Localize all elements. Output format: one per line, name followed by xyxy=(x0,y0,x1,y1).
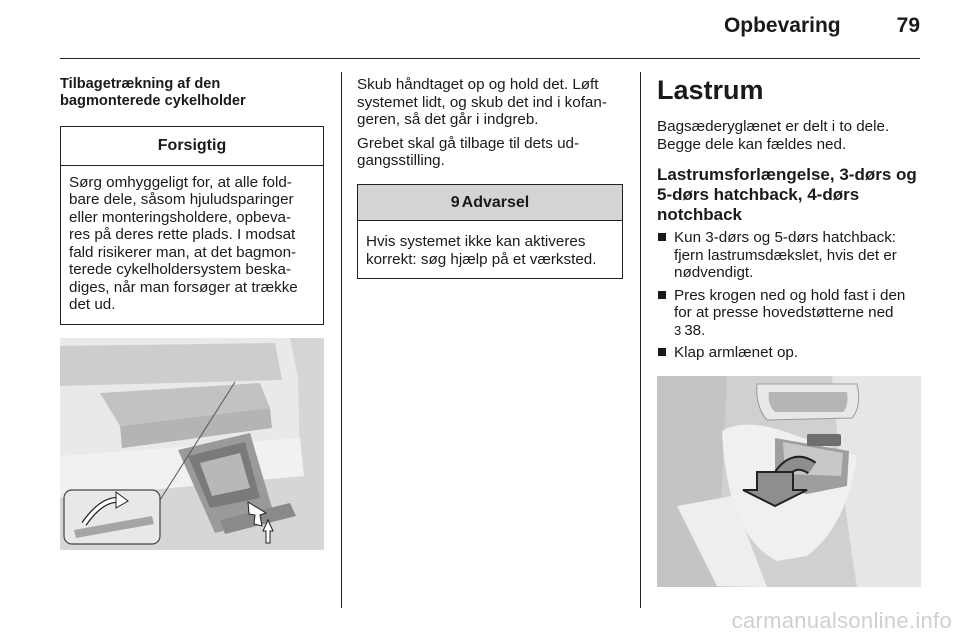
text-line: Begge dele kan fældes ned. xyxy=(657,135,847,153)
instruction-paragraph-2 xyxy=(357,135,623,170)
header-divider xyxy=(60,58,920,59)
text-line: Grebet skal gå tilbage til dets ud- xyxy=(357,134,580,152)
warning-line: Hvis systemet ikke kan aktiveres xyxy=(366,233,586,250)
bullet-square-icon xyxy=(658,233,666,241)
heading-line: 5-dørs hatchback, 4-dørs xyxy=(657,185,860,204)
caution-line: det ud. xyxy=(69,296,116,313)
section-title: Lastrum xyxy=(657,75,764,105)
caution-line: Sørg omhyggeligt for, at alle fold- xyxy=(69,173,292,191)
watermark: carmanualsonline.info xyxy=(731,608,952,633)
caution-body xyxy=(61,166,323,324)
bike-carrier-illustration xyxy=(60,338,324,550)
warning-line: korrekt: søg hjælp på et værksted. xyxy=(366,250,597,268)
caution-line: res på deres rette plads. I modsat xyxy=(69,226,296,243)
instruction-paragraph-1 xyxy=(357,76,623,129)
text-line: Bagsæderyglænet er delt i to dele. xyxy=(657,118,890,135)
warning-box xyxy=(357,184,623,280)
text-line: geren, så det går i indgreb. xyxy=(357,111,539,128)
column-divider-1 xyxy=(341,72,342,608)
reference-arrow-icon: 3 xyxy=(674,322,682,338)
caution-line: eller monteringsholdere, opbeva- xyxy=(69,208,292,226)
heading-line: Lastrumsforlængelse, 3-dørs og xyxy=(657,165,917,184)
heading-line: notchback xyxy=(657,205,743,224)
column-1 xyxy=(60,76,324,325)
column-divider-2 xyxy=(640,72,641,608)
heading-line: Tilbagetrækning af den xyxy=(60,76,221,92)
warning-body xyxy=(358,221,622,278)
caution-line: diges, når man forsøger at trække xyxy=(69,278,298,296)
page-reference[interactable] xyxy=(674,322,921,340)
caution-line: terede cykelholdersystem beska- xyxy=(69,261,292,278)
text-line: Skub håndtaget op og hold det. Løft xyxy=(357,76,599,93)
caution-line: bare dele, såsom hjuludsparinger xyxy=(69,191,294,208)
cargo-extension-heading xyxy=(657,165,921,225)
caution-box xyxy=(60,126,324,325)
bullet-square-icon xyxy=(658,291,666,299)
column-3 xyxy=(657,76,921,367)
heading-line: bagmonterede cykelholder xyxy=(60,92,246,109)
warning-icon: 9 xyxy=(450,193,460,211)
intro-paragraph xyxy=(657,118,921,153)
list-item xyxy=(657,344,921,362)
list-item xyxy=(657,287,921,340)
caution-title: Forsigtig xyxy=(61,127,323,166)
text-line: systemet lidt, og skub det ind i kofan- xyxy=(357,93,607,111)
text-line: Klap armlænet op. xyxy=(674,344,799,361)
bullet-square-icon xyxy=(658,348,666,356)
text-line: gangsstilling. xyxy=(357,152,445,169)
caution-line: fald risikerer man, at det bagmon- xyxy=(69,243,297,261)
list-item xyxy=(657,229,921,282)
bike-carrier-heading xyxy=(60,76,324,109)
text-line: fjern lastrumsdækslet, hvis det er xyxy=(674,246,897,264)
instruction-list xyxy=(657,229,921,362)
text-line: nødvendigt. xyxy=(674,264,754,281)
text-line: Kun 3-dørs og 5-dørs hatchback: xyxy=(674,229,897,246)
armrest-illustration xyxy=(657,376,921,587)
text-line: for at presse hovedstøtterne ned xyxy=(674,304,894,321)
page-number: 79 xyxy=(896,14,920,37)
reference-page[interactable]: 38. xyxy=(684,321,706,339)
warning-header xyxy=(358,185,622,222)
page-header xyxy=(724,14,920,38)
column-2 xyxy=(357,76,623,279)
text-line: Pres krogen ned og hold fast i den xyxy=(674,286,906,304)
header-title: Opbevaring xyxy=(723,14,841,37)
warning-title: Advarsel xyxy=(461,193,530,211)
